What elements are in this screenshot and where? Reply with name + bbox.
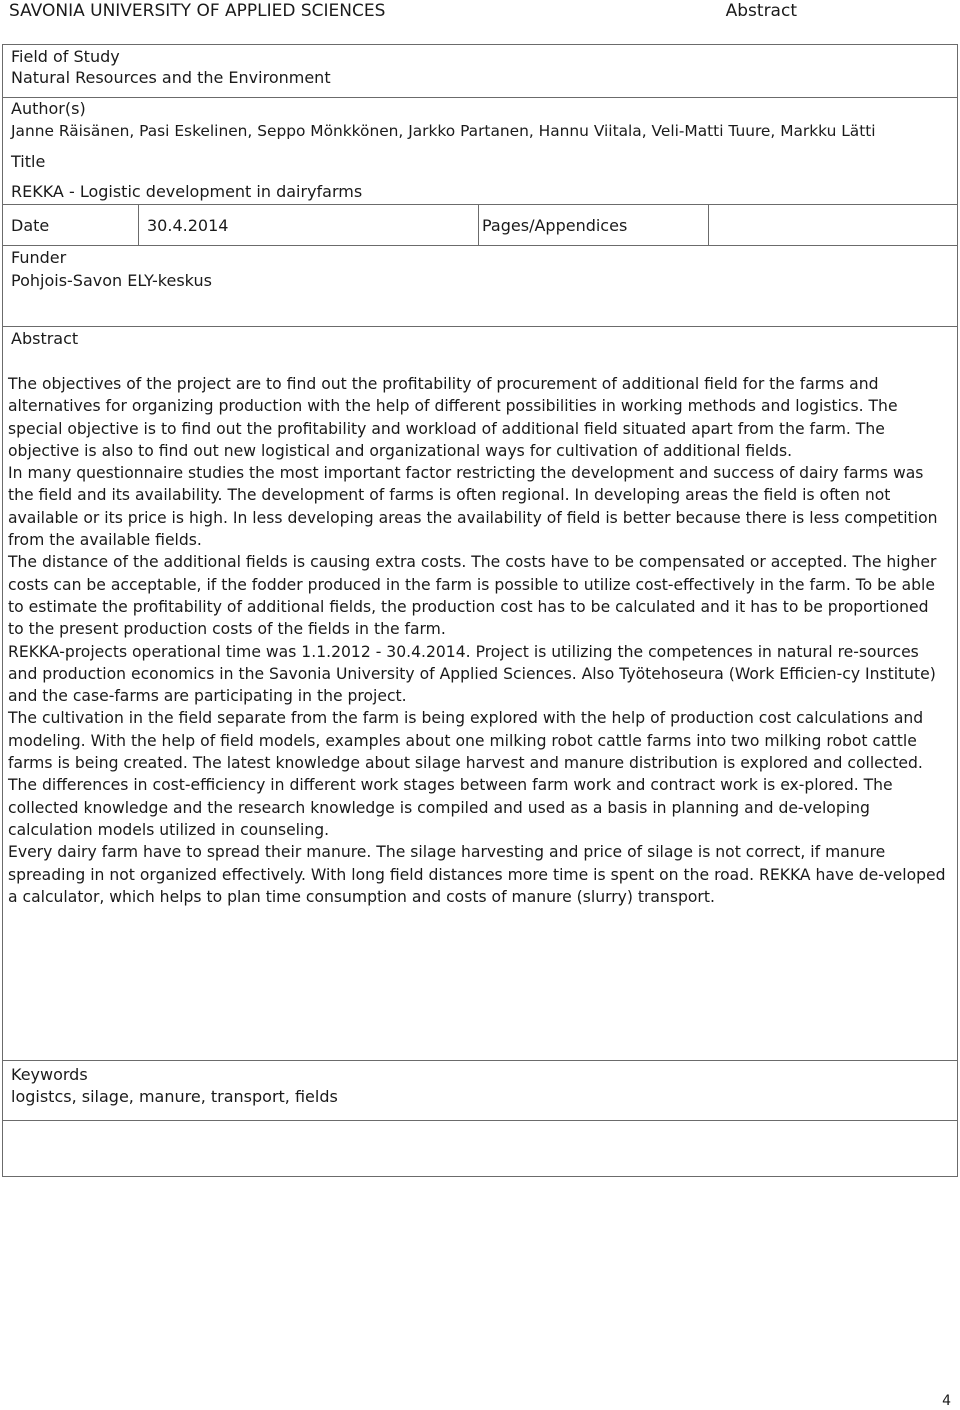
divider	[3, 204, 957, 205]
institution-name: SAVONIA UNIVERSITY OF APPLIED SCIENCES	[9, 1, 386, 21]
field-of-study-value: Natural Resources and the Environment	[11, 68, 331, 87]
document-type: Abstract	[725, 1, 797, 21]
title-value: REKKA - Logistic development in dairyfarms	[11, 182, 363, 201]
column-divider	[478, 204, 479, 245]
abstract-paragraph: The objectives of the project are to find out the profitability of procurement of additional field for the farms and alternatives for organizing production with the help of different possibilities in working methods and logistics. The special objective is to find out the profitability and workload of additional field situated apart from the farm. The objective is also to find out new logistical and organizational ways for cultivation of additional fields.	[8, 375, 898, 460]
keywords-label: Keywords	[11, 1065, 88, 1084]
date-label: Date	[11, 216, 50, 235]
abstract-paragraph: The distance of the additional fields is causing extra costs. The costs have to be compensated or accepted. The higher costs can be acceptable, if the fodder produced in the farm is possible to utilize cost-effectively in the farm. To be able to estimate the profitability of additional fields, the production cost has to be calculated and it has to be proportioned to the present production costs of the fields in the farm.	[8, 553, 937, 639]
abstract-body	[8, 373, 948, 908]
funder-value: Pohjois-Savon ELY-keskus	[11, 271, 212, 290]
abstract-paragraph: The cultivation in the field separate from the farm is being explored with the help of production cost calculations and modeling. With the help of field models, examples about one milking robot cattle farms into two milking robot cattle farms is being created. The latest knowledge about silage harvest and manure distribution is explored and collected. The differences in cost-efficiency in different work stages between farm work and contract work is ex-plored. The collected knowledge and the research knowledge is compiled and used as a basis in planning and de-veloping calculation models utilized in counseling.	[8, 709, 924, 839]
divider	[3, 1120, 957, 1121]
divider	[3, 326, 957, 327]
abstract-paragraph: Every dairy farm have to spread their manure. The silage harvesting and price of silage is not correct, if manure spreading in not organized effectively. With long field distances more time is spent on the road. REKKA have de-veloped a calculator, which helps to plan time consumption and costs of manure (slurry) transport.	[8, 843, 946, 906]
title-label: Title	[11, 152, 46, 171]
keywords-value: logistcs, silage, manure, transport, fields	[11, 1087, 338, 1106]
column-divider	[708, 204, 709, 245]
page-number: 4	[942, 1393, 951, 1409]
funder-label: Funder	[11, 248, 67, 267]
date-value: 30.4.2014	[147, 216, 229, 235]
divider	[3, 1060, 957, 1061]
authors-label: Author(s)	[11, 99, 86, 118]
abstract-paragraph: In many questionnaire studies the most important factor restricting the development and success of dairy farms was the field and its availability. The development of farms is often regional. In developing areas the field is often not available or its price is high. In less developing areas the availability of field is better because there is less competition from the available fields.	[8, 464, 938, 550]
authors-value: Janne Räisänen, Pasi Eskelinen, Seppo Mönkkönen, Jarkko Partanen, Hannu Viitala, Veli-Matti Tuure, Markku Lätti	[11, 122, 876, 140]
divider	[3, 245, 957, 246]
pages-appendices-label: Pages/Appendices	[482, 216, 628, 235]
column-divider	[138, 204, 139, 245]
abstract-paragraph: REKKA-projects operational time was 1.1.2012 - 30.4.2014. Project is utilizing the competences in natural re-sources and production economics in the Savonia University of Applied Sciences. Also Työtehoseura (Work Efficien-cy Institute) and the case-farms are participating in the project.	[8, 642, 936, 706]
field-of-study-label: Field of Study	[11, 47, 120, 66]
divider	[3, 97, 957, 98]
abstract-label: Abstract	[11, 329, 79, 348]
